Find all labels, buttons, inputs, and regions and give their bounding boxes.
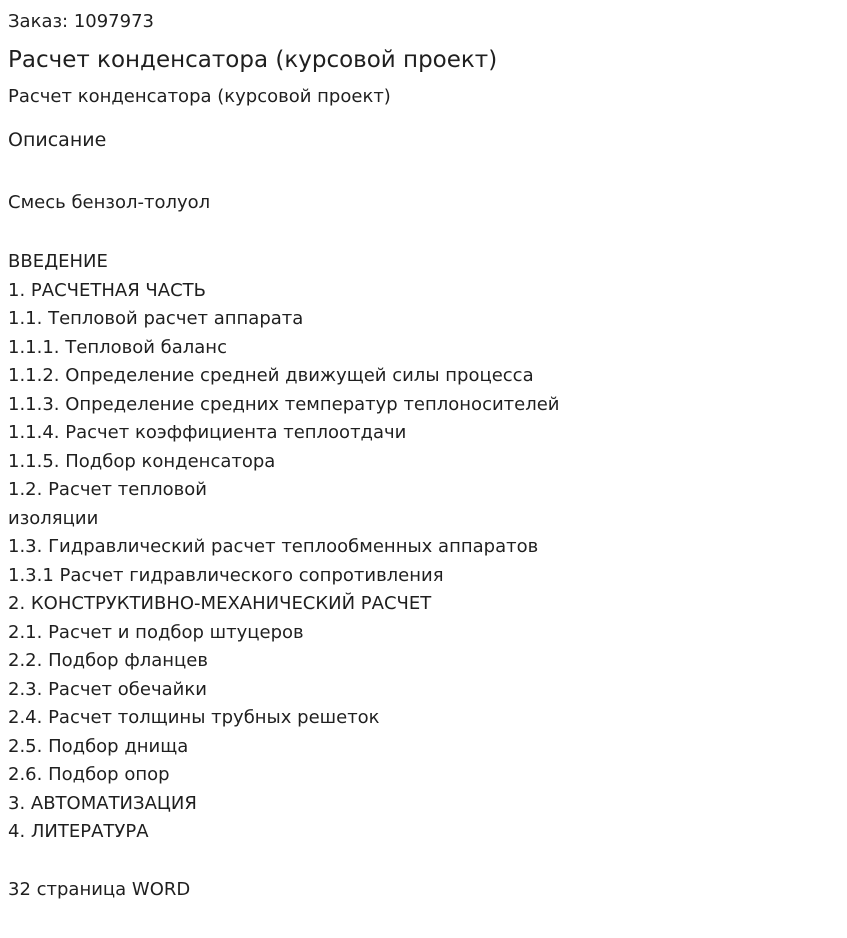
description-heading: Описание bbox=[8, 129, 107, 151]
contents-item: 3. АВТОМАТИЗАЦИЯ bbox=[8, 792, 197, 814]
contents-item: 4. ЛИТЕРАТУРА bbox=[8, 821, 149, 842]
contents-item: 1.1.3. Определение средних температур теплоносителей bbox=[8, 393, 560, 415]
page-subtitle: Расчет конденсатора (курсовой проект) bbox=[8, 86, 391, 107]
page-title: Расчет конденсатора (курсовой проект) bbox=[8, 47, 498, 73]
contents-item: 1.1.4. Расчет коэффициента теплоотдачи bbox=[8, 422, 407, 443]
contents-item: 1.1.1. Тепловой баланс bbox=[8, 336, 227, 358]
order-number: Заказ: 1097973 bbox=[8, 11, 154, 32]
contents-item: изоляции bbox=[8, 507, 99, 529]
contents-item: 2.1. Расчет и подбор штуцеров bbox=[8, 621, 304, 643]
contents-item: 2.3. Расчет обечайки bbox=[8, 678, 207, 700]
contents-item: 2.6. Подбор опор bbox=[8, 764, 170, 785]
contents-item: ВВЕДЕНИЕ bbox=[8, 251, 108, 272]
contents-item: 2.2. Подбор фланцев bbox=[8, 650, 208, 671]
contents-item: 1. РАСЧЕТНАЯ ЧАСТЬ bbox=[8, 279, 206, 301]
contents-item: 1.1.5. Подбор конденсатора bbox=[8, 450, 276, 472]
contents-item: 2. КОНСТРУКТИВНО-МЕХАНИЧЕСКИЙ РАСЧЕТ bbox=[8, 593, 432, 614]
page-count: 32 страница WORD bbox=[8, 878, 191, 900]
contents-item: 1.2. Расчет тепловой bbox=[8, 479, 207, 500]
contents-item: 1.3. Гидравлический расчет теплообменных аппаратов bbox=[8, 536, 539, 557]
contents-item: 2.5. Подбор днища bbox=[8, 735, 189, 757]
contents-item: 1.3.1 Расчет гидравлического сопротивления bbox=[8, 564, 444, 586]
contents-item: 2.4. Расчет толщины трубных решеток bbox=[8, 707, 380, 728]
description-intro: Смесь бензол-толуол bbox=[8, 192, 211, 213]
contents-item: 1.1. Тепловой расчет аппарата bbox=[8, 308, 304, 329]
contents-item: 1.1.2. Определение средней движущей силы процесса bbox=[8, 365, 534, 386]
table-of-contents bbox=[8, 248, 839, 847]
